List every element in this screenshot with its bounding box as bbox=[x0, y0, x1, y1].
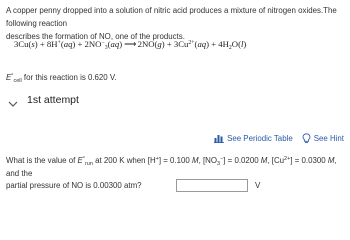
q-text: , and the bbox=[6, 156, 337, 178]
eq-text: ( bbox=[107, 39, 111, 49]
q-degree: ° bbox=[82, 156, 85, 162]
q-molar: M bbox=[327, 156, 335, 165]
eq-subscript: 2 bbox=[228, 45, 232, 51]
q-text: What is the value of bbox=[6, 156, 78, 165]
eq-text: ( bbox=[194, 39, 198, 49]
eq-text: 2NO( bbox=[137, 39, 158, 49]
eq-state: aq bbox=[63, 39, 73, 49]
eq-text: ) + 8H bbox=[34, 39, 58, 49]
ecell-symbol: E bbox=[6, 73, 12, 82]
question-line-1 bbox=[6, 155, 348, 180]
intro-line-1: A copper penny dropped into a solution of nitric acid produces a mixture of nitrogen oxides.The following reaction bbox=[6, 6, 337, 28]
q-subscript: 3 bbox=[217, 161, 221, 167]
periodic-table-label: See Periodic Table bbox=[227, 134, 293, 143]
eq-charge: 2+ bbox=[188, 40, 195, 46]
ecell-subscript: cell bbox=[13, 78, 22, 84]
eq-text: ) + 3Cu bbox=[161, 39, 189, 49]
eq-text: O( bbox=[231, 39, 241, 49]
q-molar: M bbox=[192, 156, 199, 165]
question-line-2: partial pressure of NO is 0.00300 atm? bbox=[6, 181, 142, 190]
q-text: ] = 0.0200 bbox=[223, 156, 261, 165]
hint-label: See Hint bbox=[313, 134, 344, 143]
eq-subscript: 3 bbox=[104, 45, 108, 51]
q-text: , [Cu bbox=[267, 156, 285, 165]
q-text: ] = 0.0300 bbox=[290, 156, 328, 165]
eq-state: g bbox=[157, 39, 162, 49]
q-e-symbol: E bbox=[77, 156, 83, 165]
see-hint-link[interactable] bbox=[302, 133, 344, 144]
chevron-down-icon[interactable] bbox=[7, 98, 19, 110]
problem-intro bbox=[6, 4, 346, 43]
q-text: ] = 0.100 bbox=[158, 156, 192, 165]
eq-text: ) bbox=[119, 39, 123, 49]
ecell-text: for this reaction is 0.620 V. bbox=[21, 73, 117, 82]
eq-charge: + bbox=[57, 40, 61, 46]
q-charge: − bbox=[220, 156, 224, 162]
eq-state: aq bbox=[110, 39, 120, 49]
q-charge: + bbox=[155, 156, 159, 162]
answer-row bbox=[176, 179, 260, 192]
q-subscript: run bbox=[84, 161, 93, 167]
see-periodic-table-link[interactable] bbox=[214, 134, 293, 143]
eq-text: ) + 2NO bbox=[72, 39, 102, 49]
lightbulb-icon bbox=[302, 133, 311, 144]
eq-charge: − bbox=[101, 40, 105, 46]
chemical-equation bbox=[14, 39, 246, 50]
question-toolbar bbox=[214, 133, 344, 144]
answer-unit: V bbox=[255, 181, 261, 190]
ecell-degree: ° bbox=[11, 73, 14, 79]
eq-state: aq bbox=[197, 39, 207, 49]
eq-text: ) bbox=[243, 39, 247, 49]
eq-text: 3Cu( bbox=[14, 39, 32, 49]
answer-input[interactable] bbox=[176, 179, 248, 192]
eq-state: s bbox=[31, 39, 35, 49]
eq-text: ) + 4H bbox=[206, 39, 229, 49]
ecell-statement bbox=[6, 73, 117, 82]
bar-chart-icon bbox=[214, 134, 224, 143]
eq-state: l bbox=[240, 39, 244, 49]
q-text: at 200 K when [H bbox=[92, 156, 156, 165]
eq-text: ( bbox=[60, 39, 64, 49]
q-molar: M bbox=[260, 156, 268, 165]
q-charge: 2+ bbox=[284, 156, 291, 162]
intro-line-2: describes the formation of NO, one of the products. bbox=[6, 32, 185, 41]
q-text: , [NO bbox=[198, 156, 217, 165]
reaction-arrow: ⟶ bbox=[124, 39, 136, 49]
attempt-title: 1st attempt bbox=[27, 94, 79, 106]
